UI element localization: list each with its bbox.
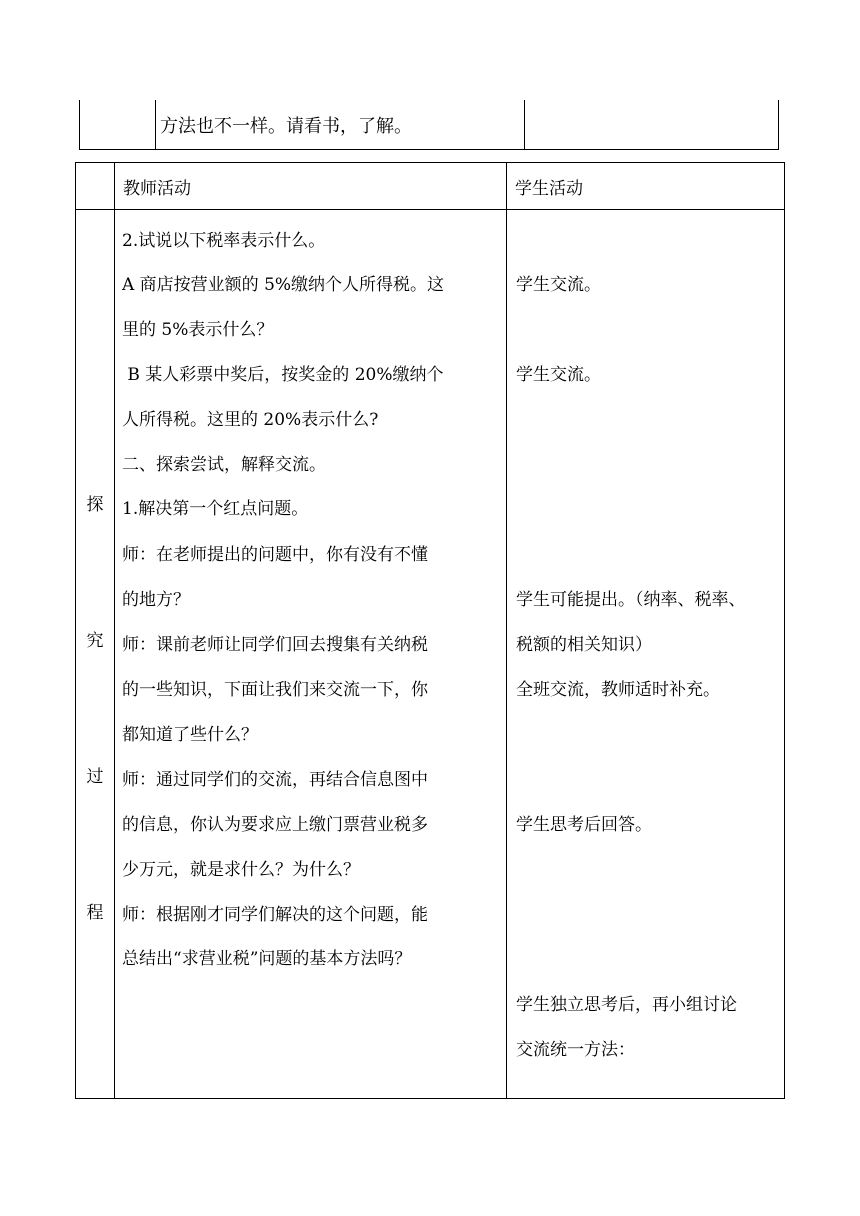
student-line: 交流统一方法： (516, 1040, 635, 1060)
teacher-line: 人所得税。这里的 20%表示什么? (122, 410, 379, 430)
teacher-line: A 商店按营业额的 5%缴纳个人所得税。这 (122, 275, 445, 295)
teacher-line: B 某人彩票中奖后，按奖金的 20%缴纳个 (122, 365, 444, 385)
student-line: 学生独立思考后，再小组讨论 (516, 995, 737, 1015)
stage-char: 过 (86, 767, 104, 787)
top-side-cell (80, 100, 156, 150)
student-line: 税额的相关知识） (516, 635, 652, 655)
stage-char: 程 (86, 903, 104, 923)
student-line: 学生思考后回答。 (516, 815, 652, 835)
stage-char: 探 (86, 495, 104, 515)
top-table-fragment (79, 100, 779, 150)
student-line: 学生交流。 (516, 275, 601, 295)
teacher-line: 的信息，你认为要求应上缴门票营业税多 (122, 815, 428, 835)
teacher-line: 少万元，就是求什么？为什么？ (122, 860, 360, 880)
student-line: 全班交流，教师适时补充。 (516, 680, 720, 700)
student-line: 学生交流。 (516, 365, 601, 385)
teacher-activity-cell (115, 210, 507, 1099)
teacher-line: 的地方？ (122, 590, 190, 610)
teacher-line: 2.试说以下税率表示什么。 (122, 231, 326, 251)
teacher-line: 师：课前老师让同学们回去搜集有关纳税 (122, 635, 428, 655)
teacher-line: 师：根据刚才同学们解决的这个问题，能 (122, 905, 428, 925)
header-side-cell (76, 163, 115, 210)
table-header-row (76, 163, 785, 210)
header-student-activity: 学生活动 (507, 163, 785, 210)
teacher-line: 里的 5%表示什么？ (122, 320, 274, 340)
stage-label-cell (76, 210, 115, 1099)
teacher-line: 1.解决第一个红点问题。 (122, 499, 309, 519)
teacher-line: 师：通过同学们的交流，再结合信息图中 (122, 770, 428, 790)
teacher-line: 师：在老师提出的问题中，你有没有不懂 (122, 545, 428, 565)
student-line: 学生可能提出。（纳率、税率、 (516, 590, 746, 610)
lesson-table (75, 162, 785, 1099)
stage-char: 究 (86, 631, 104, 651)
student-activity-cell (507, 210, 785, 1099)
teacher-line: 二、探索尝试，解释交流。 (122, 455, 326, 475)
teacher-line: 的一些知识，下面让我们来交流一下，你 (122, 680, 428, 700)
teacher-line: 都知道了些什么？ (122, 725, 258, 745)
top-student-cell (525, 100, 779, 150)
top-teacher-cell: 方法也不一样。请看书，了解。 (156, 100, 525, 150)
table-body-row (76, 210, 785, 1099)
teacher-line: 总结出“求营业税”问题的基本方法吗？ (122, 949, 412, 969)
header-teacher-activity: 教师活动 (115, 163, 507, 210)
